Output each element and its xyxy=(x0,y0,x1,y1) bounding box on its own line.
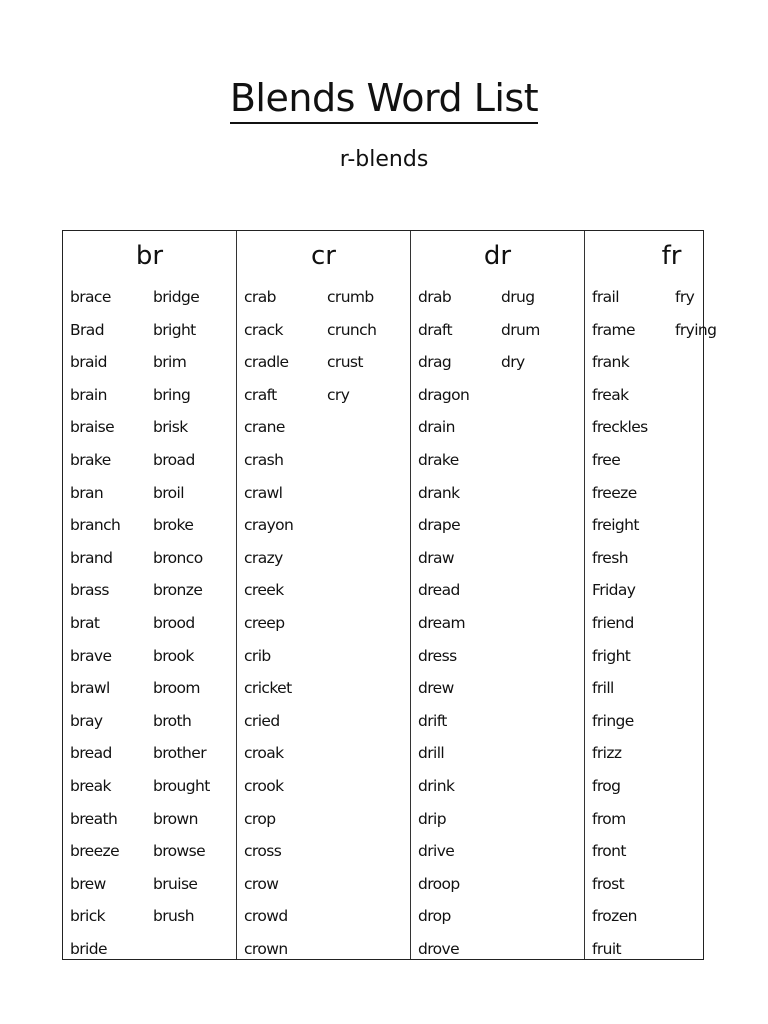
word-item: dragon xyxy=(418,385,470,404)
blend-heading: br xyxy=(135,241,164,271)
word-item: Brad xyxy=(70,320,104,339)
blend-column-dr xyxy=(411,231,585,959)
word-item: bring xyxy=(153,385,191,404)
word-item: freeze xyxy=(592,483,637,502)
blend-column-cr xyxy=(237,231,411,959)
word-item: frost xyxy=(592,874,625,893)
word-item: from xyxy=(592,809,626,828)
word-list-col1 xyxy=(418,281,501,965)
word-item: droop xyxy=(418,874,460,893)
word-item: bronco xyxy=(153,548,203,567)
word-item: bray xyxy=(70,711,103,730)
word-item: dread xyxy=(418,581,460,600)
word-item: bronze xyxy=(153,581,203,600)
word-item: crawl xyxy=(244,483,283,502)
word-item: brat xyxy=(70,613,100,632)
word-item: broke xyxy=(153,516,194,535)
word-item: brood xyxy=(153,613,195,632)
word-item: bride xyxy=(70,939,107,958)
word-item: front xyxy=(592,842,626,861)
word-list-col1 xyxy=(592,281,675,965)
word-list-col1 xyxy=(244,281,327,965)
word-item: crash xyxy=(244,450,284,469)
word-item: frill xyxy=(592,679,614,698)
word-item: creep xyxy=(244,613,285,632)
word-item: crowd xyxy=(244,907,288,926)
word-item: brawl xyxy=(70,679,110,698)
word-item: broth xyxy=(153,711,192,730)
word-item: brave xyxy=(70,646,112,665)
word-grid xyxy=(411,281,584,965)
word-item: drip xyxy=(418,809,446,828)
word-item: fright xyxy=(592,646,631,665)
word-item: cradle xyxy=(244,353,289,372)
word-item: browse xyxy=(153,842,206,861)
word-item: cross xyxy=(244,842,282,861)
word-item: brass xyxy=(70,581,109,600)
word-item: bran xyxy=(70,483,104,502)
word-item: bright xyxy=(153,320,196,339)
word-item: crust xyxy=(327,353,363,372)
word-item: broom xyxy=(153,679,200,698)
word-item: brake xyxy=(70,450,111,469)
word-item: croak xyxy=(244,744,284,763)
word-item: braise xyxy=(70,418,115,437)
word-item: crown xyxy=(244,939,288,958)
word-item: drum xyxy=(501,320,540,339)
word-item: frame xyxy=(592,320,635,339)
word-item: crop xyxy=(244,809,276,828)
word-item: craft xyxy=(244,385,277,404)
word-item: branch xyxy=(70,516,121,535)
word-item: drink xyxy=(418,776,455,795)
word-item: crayon xyxy=(244,516,294,535)
word-item: bruise xyxy=(153,874,198,893)
blends-word-table xyxy=(62,230,717,960)
blend-column-br xyxy=(63,231,237,959)
word-item: brand xyxy=(70,548,113,567)
word-grid xyxy=(63,281,236,965)
word-item: brick xyxy=(70,907,106,926)
word-item: brew xyxy=(70,874,106,893)
word-item: friend xyxy=(592,613,634,632)
word-item: brace xyxy=(70,288,111,306)
word-grid xyxy=(585,281,758,965)
word-item: fresh xyxy=(592,548,628,567)
word-list-col2 xyxy=(501,281,584,965)
word-item: crook xyxy=(244,776,284,795)
word-item: freak xyxy=(592,385,629,404)
word-item: breath xyxy=(70,809,118,828)
word-item: drive xyxy=(418,842,455,861)
blend-column-fr xyxy=(585,231,758,959)
word-item: breeze xyxy=(70,842,120,861)
word-item: bridge xyxy=(153,288,200,306)
word-item: dress xyxy=(418,646,457,665)
word-item: cried xyxy=(244,711,280,730)
word-item: draft xyxy=(418,320,452,339)
word-item: crow xyxy=(244,874,279,893)
word-item: frying xyxy=(675,320,717,339)
word-item: fringe xyxy=(592,711,634,730)
word-item: fruit xyxy=(592,939,622,958)
word-item: fry xyxy=(675,288,695,306)
word-item: frizz xyxy=(592,744,622,763)
word-item: dream xyxy=(418,613,466,632)
word-item: crack xyxy=(244,320,283,339)
word-item: brain xyxy=(70,385,107,404)
page-title-text: Blends Word List xyxy=(230,76,538,124)
word-item: frail xyxy=(592,288,619,306)
word-item: drill xyxy=(418,744,445,763)
word-item: drake xyxy=(418,450,459,469)
word-item: drank xyxy=(418,483,460,502)
word-item: cricket xyxy=(244,679,292,698)
word-item: creek xyxy=(244,581,284,600)
word-item: drain xyxy=(418,418,455,437)
word-item: brother xyxy=(153,744,206,763)
word-list-col1 xyxy=(70,281,153,965)
word-item: free xyxy=(592,450,621,469)
word-item: brisk xyxy=(153,418,188,437)
word-list-col2 xyxy=(675,281,758,965)
word-item: bread xyxy=(70,744,112,763)
word-item: brim xyxy=(153,353,187,372)
word-item: break xyxy=(70,776,111,795)
word-item: brought xyxy=(153,776,210,795)
word-item: brook xyxy=(153,646,194,665)
word-item: frank xyxy=(592,353,630,372)
word-list-col2 xyxy=(327,281,410,965)
word-item: crunch xyxy=(327,320,377,339)
word-item: drift xyxy=(418,711,447,730)
blend-heading: fr xyxy=(661,241,682,271)
word-item: Friday xyxy=(592,581,636,600)
word-item: drew xyxy=(418,679,454,698)
word-list-col2 xyxy=(153,281,236,965)
page-subtitle: r-blends xyxy=(339,147,429,172)
word-item: frozen xyxy=(592,907,637,926)
word-item: dry xyxy=(501,353,525,372)
word-item: crumb xyxy=(327,288,374,306)
word-item: drag xyxy=(418,353,452,372)
word-item: drape xyxy=(418,516,461,535)
blend-heading: dr xyxy=(483,241,512,271)
word-item: brush xyxy=(153,907,194,926)
word-item: crane xyxy=(244,418,285,437)
word-item: crazy xyxy=(244,548,283,567)
word-item: broad xyxy=(153,450,195,469)
word-item: cry xyxy=(327,385,350,404)
word-item: crib xyxy=(244,646,271,665)
blend-heading: cr xyxy=(311,241,336,271)
word-item: broil xyxy=(153,483,184,502)
word-item: crab xyxy=(244,288,276,306)
word-item: frog xyxy=(592,776,621,795)
word-item: freight xyxy=(592,516,639,535)
word-item: brown xyxy=(153,809,198,828)
word-item: drab xyxy=(418,288,452,306)
word-item: drove xyxy=(418,939,460,958)
word-item: drop xyxy=(418,907,451,926)
word-item: braid xyxy=(70,353,107,372)
word-grid xyxy=(237,281,410,965)
page-title xyxy=(0,74,768,122)
word-item: drug xyxy=(501,288,535,306)
word-item: draw xyxy=(418,548,454,567)
word-item: freckles xyxy=(592,418,648,437)
